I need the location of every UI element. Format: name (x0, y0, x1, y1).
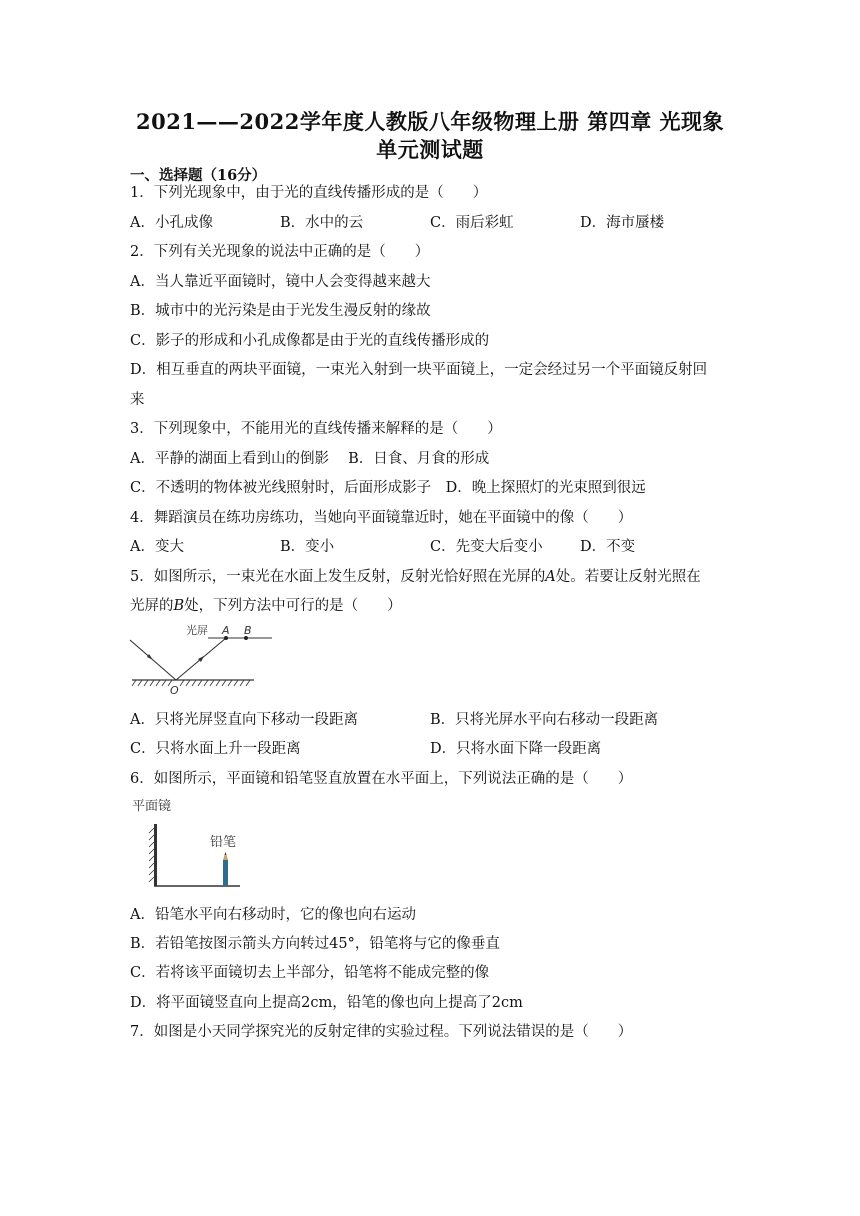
q6-figure-mirror-pencil (128, 794, 248, 890)
q1-option-b: B．水中的云 (280, 215, 364, 231)
q5-label-b: B (244, 624, 252, 637)
q6-option-d: D．将平面镜竖直向上提高2cm，铅笔的像也向上提高了2cm (130, 995, 523, 1011)
q2-option-d: D．相互垂直的两块平面镜，一束光入射到一块平面镜上，一定会经过另一个平面镜反射回 (130, 362, 708, 378)
q1-option-c: C．雨后彩虹 (430, 215, 514, 231)
q6-pencil-body (223, 860, 228, 886)
q3-stem: 3．下列现象中，不能用光的直线传播来解释的是（ ） (130, 421, 502, 437)
q5-stem-line1 (130, 565, 701, 586)
q3-options-row2: C．不透明的物体被光线照射时，后面形成影子 D．晚上探照灯的光束照到很远 (130, 480, 646, 496)
q5-option-c: C．只将水面上升一段距离 (130, 741, 301, 757)
q5-option-a: A．只将光屏竖直向下移动一段距离 (130, 712, 358, 728)
q5-screen-label: 光屏 (186, 624, 208, 637)
q5-water-hatching (132, 680, 250, 686)
q5-label-o: O (170, 684, 179, 696)
q5-stem-line1-post: 处。若要让反射光照在 (555, 569, 701, 585)
q5-label-a: A (222, 624, 230, 637)
q4-option-d: D．不变 (580, 539, 636, 555)
q1-stem: 1．下列光现象中，由于光的直线传播形成的是（ ） (130, 185, 488, 201)
q4-option-b: B．变小 (280, 539, 335, 555)
q2-option-b: B．城市中的光污染是由于光发生漫反射的缘故 (130, 303, 431, 319)
q5-stem-line2-pre: 光屏的 (130, 598, 174, 614)
doc-title-line1: 2021——2022学年度人教版八年级物理上册 第四章 光现象 (135, 109, 724, 134)
q6-pencil-lead (225, 852, 227, 855)
q2-option-c: C．影子的形成和小孔成像都是由于光的直线传播形成的 (130, 333, 490, 349)
q5-stem-line2 (130, 594, 402, 615)
q7-stem: 7．如图是小天同学探究光的反射定律的实验过程。下列说法错误的是（ ） (130, 1024, 633, 1040)
q2-stem: 2．下列有关光现象的说法中正确的是（ ） (130, 244, 430, 260)
q6-stem: 6．如图所示，平面镜和铅笔竖直放置在水平面上，下列说法正确的是（ ） (130, 771, 633, 787)
q1-option-d: D．海市蜃楼 (580, 215, 665, 231)
q5-option-b: B．只将光屏水平向右移动一段距离 (430, 712, 659, 728)
q5-stem-var-a: A (545, 569, 556, 585)
q5-stem-line1-pre: 5．如图所示，一束光在水面上发生反射，反射光恰好照在光屏的 (130, 569, 546, 585)
q4-option-c: C．先变大后变小 (430, 539, 543, 555)
q5-stem-line2-post: 处，下列方法中可行的是（ ） (184, 598, 402, 614)
q6-option-c: C．若将该平面镜切去上半部分，铅笔将不能成完整的像 (130, 965, 490, 981)
q2-option-a: A．当人靠近平面镜时，镜中人会变得越来越大 (130, 274, 431, 290)
q5-option-d: D．只将水面下降一段距离 (430, 741, 602, 757)
q4-option-a: A．变大 (130, 539, 184, 555)
q6-option-b: B．若铅笔按图示箭头方向转过45°，铅笔将与它的像垂直 (130, 936, 500, 952)
q5-stem-var-b: B (173, 598, 185, 614)
q2-option-d-continued: 来 (130, 392, 145, 408)
q6-mirror-label: 平面镜 (132, 799, 172, 814)
q6-mirror (154, 824, 157, 886)
q6-option-a: A．铅笔水平向右移动时，它的像也向右运动 (130, 907, 416, 923)
q6-pencil-label: 铅笔 (210, 835, 237, 850)
doc-title-line2: 单元测试题 (376, 137, 484, 162)
q4-stem: 4．舞蹈演员在练功房练功，当她向平面镜靠近时，她在平面镜中的像（ ） (130, 510, 633, 526)
q1-option-a: A．小孔成像 (130, 215, 213, 231)
q5-figure-reflection (128, 620, 278, 696)
q6-mirror-hatching (149, 828, 154, 882)
q3-options-row1: A．平静的湖面上看到山的倒影 B．日食、月食的形成 (130, 451, 490, 467)
section-heading: 一、选择题（16分） (130, 167, 267, 184)
